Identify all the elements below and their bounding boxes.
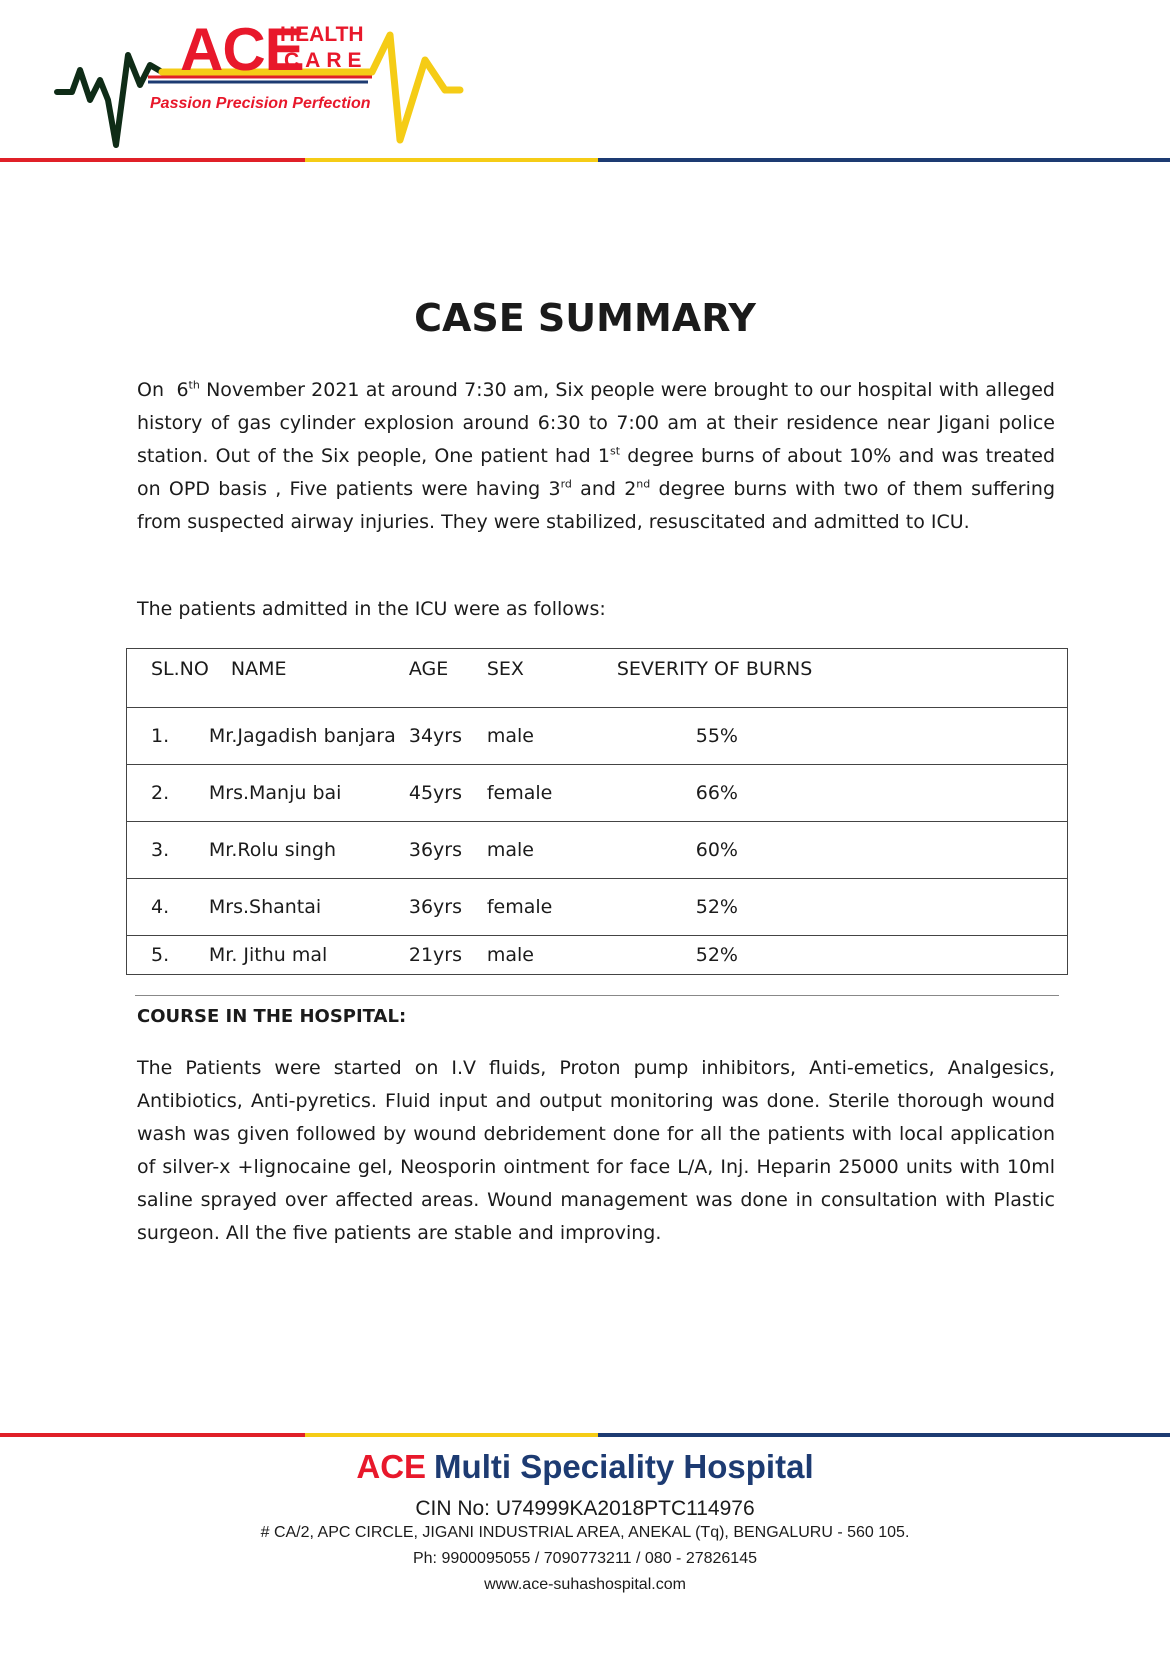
- logo-health-text: HEALTH: [280, 23, 364, 46]
- intro-text: degree burns with two of them suffering from suspected airway injuries. They were stabilized, resuscitated and admitted to ICU.: [137, 478, 1056, 533]
- cell-slno: 1.: [127, 708, 209, 765]
- intro-degree-number: 2: [624, 478, 637, 500]
- intro-paragraph: [137, 374, 1055, 539]
- intro-text: On: [137, 379, 164, 401]
- footer-brand: ACE: [356, 1448, 427, 1485]
- table-header-row: [127, 649, 1068, 708]
- footer-name-text: Multi Speciality Hospital: [434, 1448, 814, 1485]
- cell-sex: male: [487, 822, 617, 879]
- cell-slno: 2.: [127, 765, 209, 822]
- cell-spacer: [817, 765, 1068, 822]
- cell-sex: female: [487, 765, 617, 822]
- table-intro: The patients admitted in the ICU were as follows:: [137, 598, 606, 620]
- footer-cin: CIN No: U74999KA2018PTC114976: [415, 1497, 755, 1520]
- cell-spacer: [817, 936, 1068, 975]
- header-age: AGE: [409, 649, 487, 708]
- header-name-label: NAME: [230, 658, 287, 680]
- cell-age: 21yrs: [409, 936, 487, 975]
- cell-slno: 3.: [127, 822, 209, 879]
- header-severity: SEVERITY OF BURNS: [617, 649, 817, 708]
- intro-degree-number: 3: [548, 478, 561, 500]
- intro-degree-number: 1: [597, 445, 610, 467]
- header-spacer: [817, 649, 1068, 708]
- footer-phone: Ph: 9900095055 / 7090773211 / 080 - 27826145: [412, 1550, 757, 1567]
- cell-slno: 5.: [127, 936, 209, 975]
- page-title: CASE SUMMARY: [414, 296, 756, 340]
- header-color-rule: [0, 158, 1170, 162]
- intro-degree-suffix: nd: [636, 477, 651, 491]
- cell-sex: female: [487, 879, 617, 936]
- footer-address: # CA/2, APC CIRCLE, JIGANI INDUSTRIAL AREA, ANEKAL (Tq), BENGALURU - 560 105.: [260, 1524, 910, 1541]
- cell-severity: 52%: [617, 879, 817, 936]
- cell-severity: 66%: [617, 765, 817, 822]
- table-row: [127, 936, 1068, 975]
- intro-date-suffix: th: [188, 378, 200, 392]
- logo-care-text: CARE: [284, 49, 368, 72]
- intro-text: November 2021 at around 7:30 am, Six people were brought to our hospital with alleged history of gas cylinder explosion around 6:30 to 7:00 am at their residence near Jigani police station. Out of the Six people, One patient had: [137, 379, 1055, 467]
- cell-age: 34yrs: [409, 708, 487, 765]
- cell-spacer: [817, 879, 1068, 936]
- logo-tagline: Passion Precision Perfection: [150, 95, 371, 112]
- header-sex: SEX: [487, 649, 617, 708]
- header-name: [209, 649, 409, 708]
- cell-age: 45yrs: [409, 765, 487, 822]
- cell-severity: 60%: [617, 822, 817, 879]
- header-slno: SL.NO: [127, 649, 209, 708]
- course-heading: COURSE IN THE HOSPITAL:: [137, 1006, 407, 1027]
- cell-name: Mrs.Shantai: [209, 879, 409, 936]
- cell-spacer: [817, 822, 1068, 879]
- table-row: [127, 765, 1068, 822]
- cell-name: Mr.Jagadish banjara: [209, 708, 409, 765]
- table-row: [127, 822, 1068, 879]
- cell-name: Mr.Rolu singh: [209, 822, 409, 879]
- logo-ace-text: ACE: [180, 16, 304, 83]
- intro-degree-suffix: rd: [560, 477, 572, 491]
- intro-date-number: 6: [176, 379, 189, 401]
- intro-text: degree burns of about 10% and was treated on OPD basis , Five patients were having: [137, 445, 1056, 500]
- cell-sex: male: [487, 936, 617, 975]
- footer-hospital-name: [0, 1448, 1170, 1486]
- cell-sex: male: [487, 708, 617, 765]
- table-row: [127, 708, 1068, 765]
- footer-website[interactable]: www.ace-suhashospital.com: [484, 1576, 686, 1593]
- footer-color-rule: [0, 1433, 1170, 1437]
- table-row: [127, 879, 1068, 936]
- section-divider: [135, 995, 1059, 996]
- intro-degree-suffix: st: [610, 444, 621, 458]
- cell-age: 36yrs: [409, 822, 487, 879]
- intro-text: and: [580, 478, 616, 500]
- cell-severity: 52%: [617, 936, 817, 975]
- cell-age: 36yrs: [409, 879, 487, 936]
- cell-name: Mrs.Manju bai: [209, 765, 409, 822]
- cell-slno: 4.: [127, 879, 209, 936]
- course-paragraph: The Patients were started on I.V fluids, Proton pump inhibitors, Anti-emetics, Analgesics, Antibiotics, Anti-pyretics. Fluid input and output monitoring was done. Sterile thorough wound wash was given followed by wound debridement done for all the patients with local application of silver-x +lignocaine gel, Neosporin ointment for face L/A, Inj. Heparin 25000 units with 10ml saline sprayed over affected areas. Wound management was done in consultation with Plastic surgeon. All the five patients are stable and improving.: [137, 1057, 1055, 1244]
- icu-patients-table: [126, 648, 1068, 975]
- cell-name: Mr. Jithu mal: [209, 936, 409, 975]
- cell-spacer: [817, 708, 1068, 765]
- cell-severity: 55%: [617, 708, 817, 765]
